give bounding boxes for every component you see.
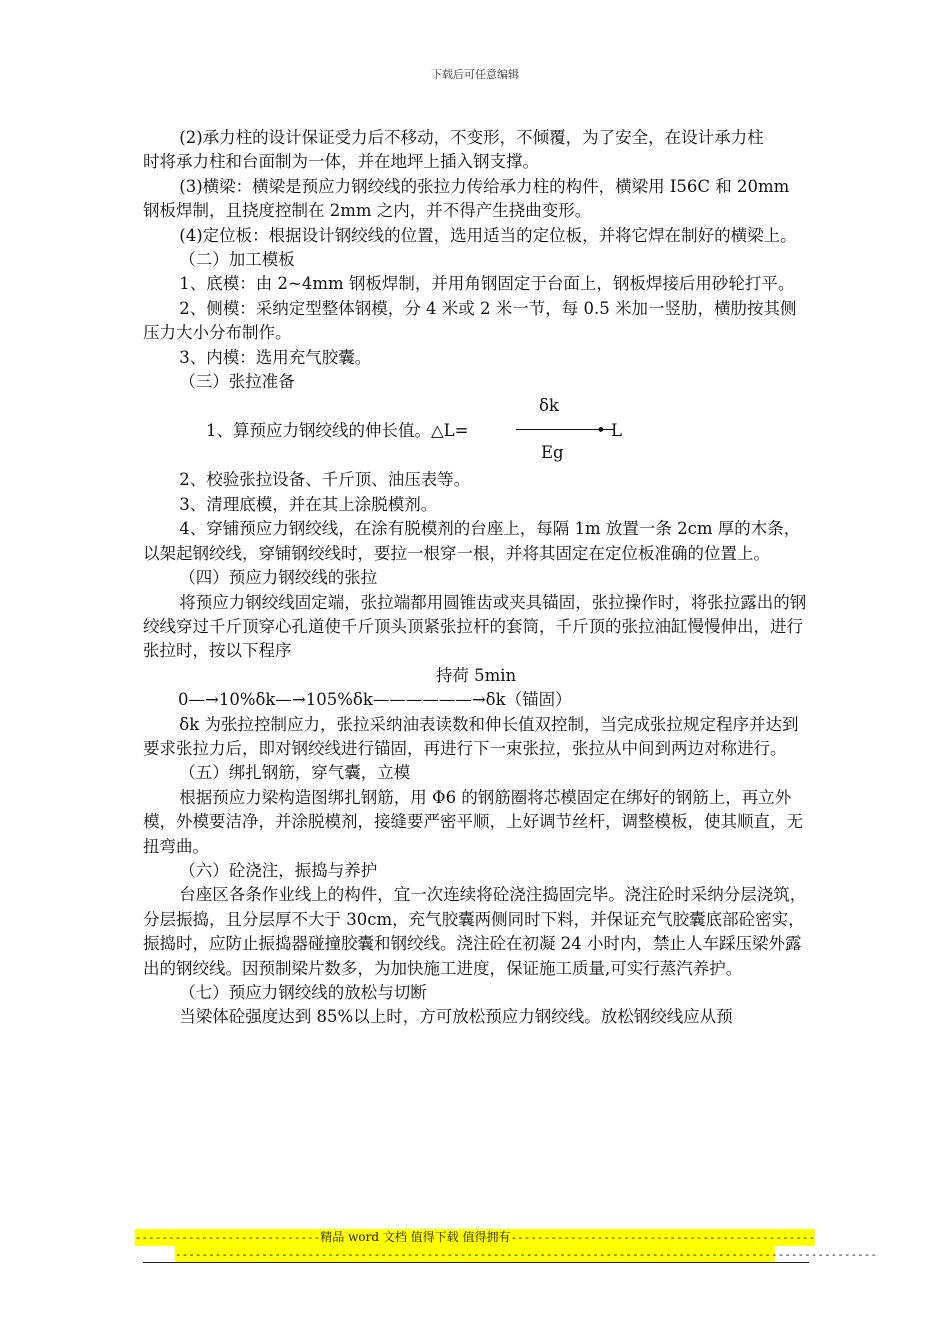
paragraph-rebar: 根据预应力梁构造图绑扎钢筋，用 Φ6 的钢筋圈将芯模固定在绑好的钢筋上，再立外模，外模要洁净，并涂脱模剂，接缝要严密平顺，上好调节丝杆，调整模板，使其顺直，无扭弯曲。	[143, 787, 803, 856]
document-body	[143, 126, 809, 1030]
formula-denominator: Eg	[541, 443, 564, 463]
elongation-formula	[143, 394, 809, 468]
paragraph-inner-mold: 3、内模：选用充气胶囊。	[179, 347, 372, 367]
section-heading-3: （三）张拉准备	[179, 372, 295, 392]
paragraph-side-mold: 2、侧模：采纳定型整体钢模，分 4 米或 2 米一节，每 0.5 米加一竖肋，横肋按其侧压力大小分布制作。	[143, 298, 797, 343]
footer-dashes-line: ----------------------------------------------------------------------------------------------------------	[175, 1248, 877, 1261]
paragraph-control-stress: δk 为张拉控制应力，张拉采纳油表读数和伸长值双控制，当完成张拉规定程序并达到要求张拉力后，即对钢绞线进行锚固，再进行下一束张拉，张拉从中间到两边对称进行。	[143, 714, 799, 758]
section-heading-6: （六）砼浇注，振捣与养护	[179, 860, 378, 880]
paragraph-release: 当梁体砼强度达到 85%以上时，方可放松预应力钢绞线。放松钢绞线应从预	[179, 1007, 733, 1027]
footer-dashes-right: ----------------------------------------------	[510, 1231, 816, 1244]
section-heading-5: （五）绑扎钢筋，穿气囊，立模	[179, 763, 411, 783]
formula-lead: 1、算预应力钢绞线的伸长值。△L=	[206, 421, 469, 441]
tension-sequence: 0—→10%δk—→105%δk——————→δk（锚固）	[178, 690, 572, 710]
footer-banner	[135, 1229, 815, 1246]
paragraph-pillar-b: 时将承力柱和台面制为一体，并在地坪上插入钢支撑。	[143, 152, 539, 172]
formula-numerator: δk	[539, 396, 559, 416]
page-footer	[0, 1229, 950, 1263]
footer-dashes-left: ----------------------------	[134, 1231, 321, 1244]
paragraph-bottom-mold: 1、底模：由 2~4mm 钢板焊制，并用角钢固定于台面上，钢板焊接后用砂轮打平。	[179, 274, 795, 294]
formula-multiplier: • L	[596, 421, 622, 441]
paragraph-clean-mold: 3、清理底模，并在其上涂脱模剂。	[179, 494, 438, 514]
paragraph-tensioning: 将预应力钢绞线固定端，张拉端都用圆锥齿或夹具锚固，张拉操作时，将张拉露出的钢绞线穿过千斤顶穿心孔道使千斤顶头顶紧张拉杆的套筒，千斤顶的张拉油缸慢慢伸出，进行张拉时，按以下程序	[143, 592, 807, 661]
section-heading-2: （二）加工模板	[179, 250, 295, 270]
hold-load-note: 持荷 5min	[435, 665, 517, 685]
paragraph-check-equipment: 2、校验张拉设备、千斤顶、油压表等。	[179, 470, 471, 490]
footer-rule	[143, 1262, 809, 1263]
section-heading-4: （四）预应力钢绞线的张拉	[179, 568, 378, 588]
paragraph-concrete: 台座区各条作业线上的构件，宜一次连续将砼浇注捣固完毕。浇注砼时采纳分层浇筑，分层振捣，且分层厚不大于 30cm，充气胶囊两侧同时下料，并保证充气胶囊底部砼密实，振捣时，应防止振捣器碰撞胶囊和钢绞线。浇注砼在初凝 24 小时内，禁止人车踩压梁外露出的钢绞线。因预制梁片数多，为加快施工进度，保证施工质量,可实行蒸汽养护。	[143, 885, 807, 978]
section-heading-7: （七）预应力钢绞线的放松与切断	[179, 983, 427, 1002]
paragraph-pillar-a: (2)承力柱的设计保证受力后不移动，不变形，不倾覆，为了安全，在设计承力柱	[179, 128, 764, 147]
page-header: 下载后可任意编辑	[431, 68, 519, 81]
paragraph-beam-b: 钢板焊制，且挠度控制在 2mm 之内，并不得产生挠曲变形。	[143, 201, 592, 221]
paragraph-lay-strands: 4、穿铺预应力钢绞线，在涂有脱模剂的台座上，每隔 1m 放置一条 2cm 厚的木条，以架起钢绞线，穿铺钢绞线时，要拉一根穿一根，并将其固定在定位板准确的位置上。	[143, 519, 801, 563]
footer-label: 精品 word 文档 值得下载 值得拥有	[320, 1230, 511, 1244]
paragraph-beam-a: (3)横梁：横梁是预应力钢绞线的张拉力传给承力柱的构件，横梁用 I56C 和 20mm	[179, 176, 790, 196]
paragraph-locating-plate: (4)定位板：根据设计钢绞线的位置，选用适当的定位板，并将它焊在制好的横梁上。	[179, 225, 797, 245]
